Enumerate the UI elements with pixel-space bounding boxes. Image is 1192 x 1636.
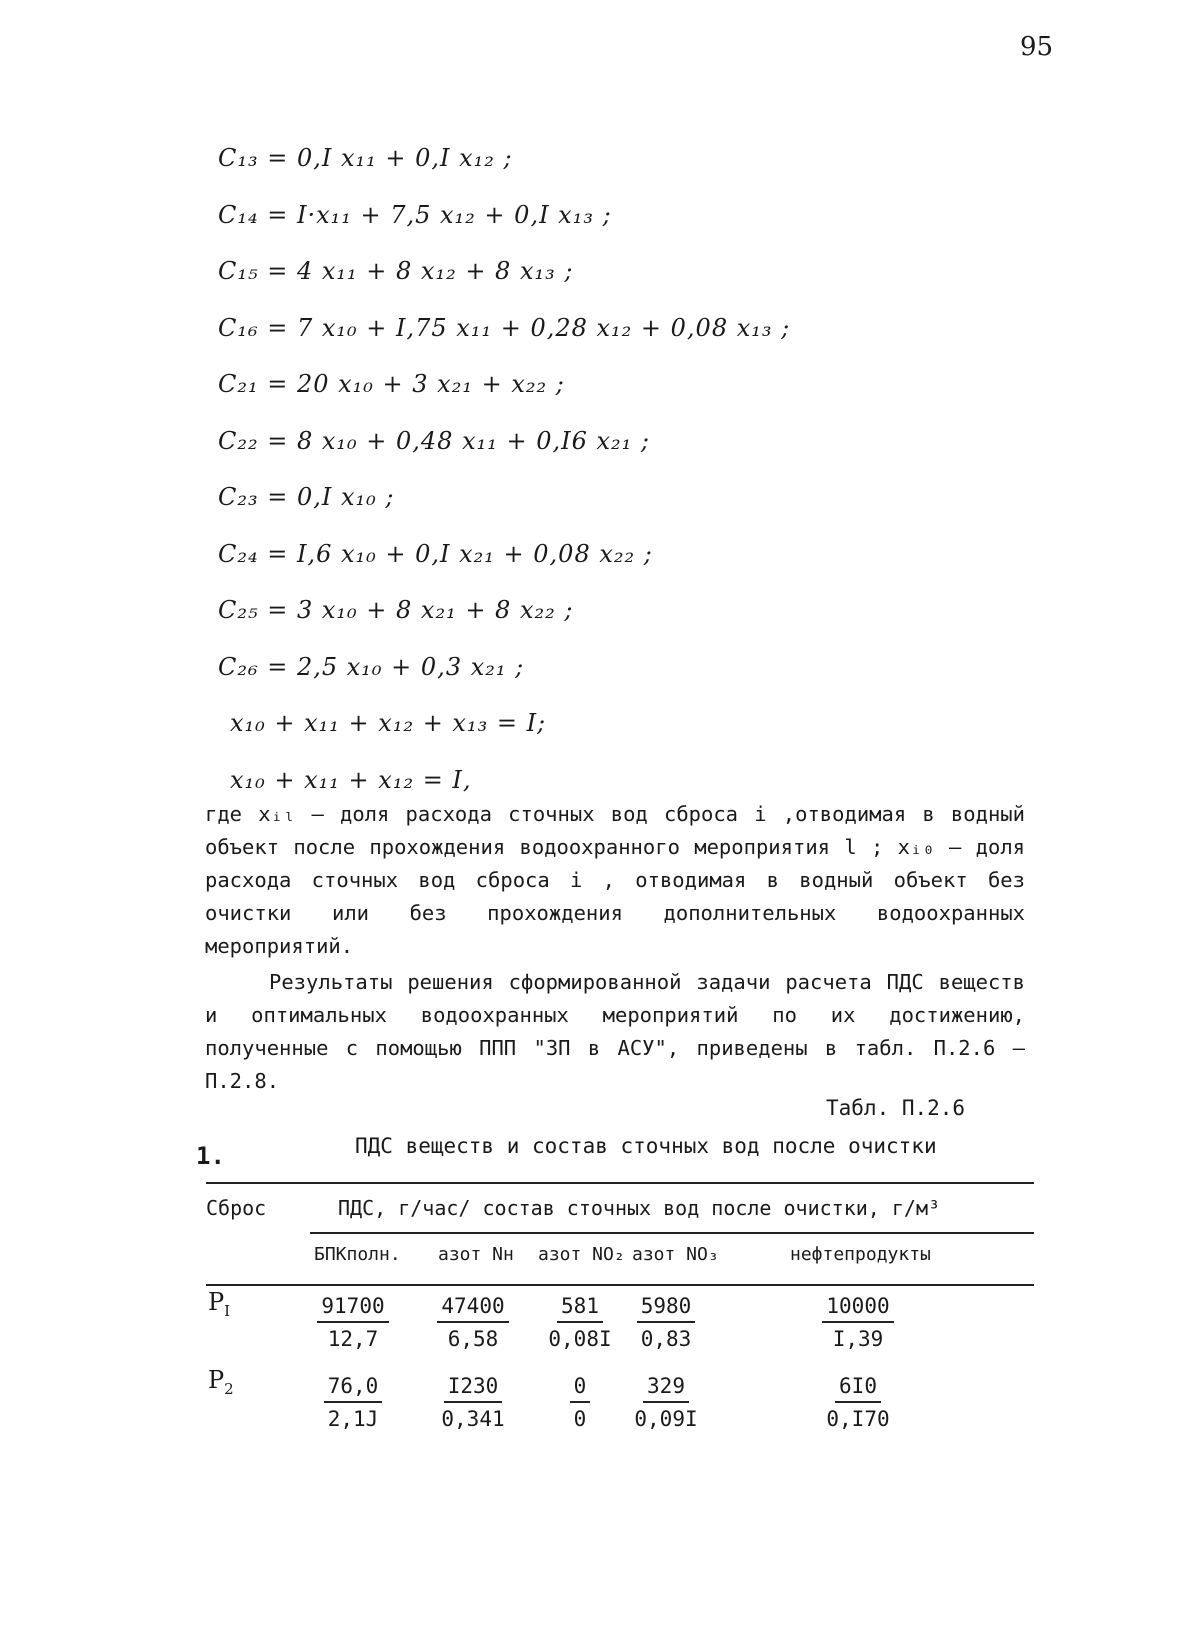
header-bottom-rule xyxy=(206,1284,1034,1286)
cell-p2-nh4: $\frac{I230}{0,341}$ xyxy=(426,1370,520,1435)
results-paragraph: Результаты решения сформированной задачи расчета ПДС веществ и оптимальных водоохранных мероприятий по их достижению, полученные с помощью ППП "ЗП в АСУ", приведены в табл. П.2.6 – П.2.8. xyxy=(205,970,1025,1093)
cell-p1-oil: $\frac{10000}{I,39}$ xyxy=(810,1290,906,1355)
subheader-nitrogen-no2: азот NO₂ xyxy=(538,1244,625,1265)
equation-c15: C₁₅ = 4 x₁₁ + 8 x₁₂ + 8 x₁₃ ; xyxy=(218,257,574,285)
equation-c21: C₂₁ = 20 x₁₀ + 3 x₂₁ + x₂₂ ; xyxy=(218,370,565,398)
cell-p1-bpk: $\frac{91700}{12,7}$ xyxy=(306,1290,400,1355)
header-pds-group: ПДС, г/час/ состав сточных вод после очистки, г/м³ xyxy=(338,1196,941,1220)
subheader-nitrogen-no3: азот NO₃ xyxy=(632,1244,719,1265)
cell-p1-nh4: $\frac{47400}{6,58}$ xyxy=(426,1290,520,1355)
equation-c25: C₂₅ = 3 x₁₀ + 8 x₂₁ + 8 x₂₂ ; xyxy=(218,596,574,624)
handwritten-marker: 1. xyxy=(196,1142,225,1170)
cell-p2-oil: $\frac{6I0}{0,I70}$ xyxy=(810,1370,906,1435)
table-top-rule xyxy=(206,1182,1034,1184)
equation-c23: C₂₃ = 0,I x₁₀ ; xyxy=(218,483,395,511)
equation-c24: C₂₄ = I,6 x₁₀ + 0,I x₂₁ + 0,08 x₂₂ ; xyxy=(218,539,653,568)
page-number: 95 xyxy=(1020,32,1054,62)
table-title: ПДС веществ и состав сточных вод после очистки xyxy=(355,1134,937,1158)
table-label: Табл. П.2.6 xyxy=(826,1096,966,1120)
header-group-rule xyxy=(310,1232,1034,1234)
cell-p1-no2: $\frac{581}{0,08I}$ xyxy=(540,1290,620,1355)
equation-c16: C₁₆ = 7 x₁₀ + I,75 x₁₁ + 0,28 x₁₂ + 0,08 x₁₃ ; xyxy=(218,313,791,342)
row-label-p2: $P_2$ xyxy=(208,1366,234,1398)
equation-c22: C₂₂ = 8 x₁₀ + 0,48 x₁₁ + 0,I6 x₂₁ ; xyxy=(218,426,650,455)
cell-p1-no3: $\frac{5980}{0,83}$ xyxy=(626,1290,706,1355)
cell-p2-no3: $\frac{329}{0,09I}$ xyxy=(626,1370,706,1435)
equation-c14: C₁₄ = I·x₁₁ + 7,5 x₁₂ + 0,I x₁₃ ; xyxy=(218,200,612,229)
equation-list xyxy=(218,138,1038,816)
subheader-nitrogen-nh4: азот Nн xyxy=(438,1244,514,1265)
equation-c13: C₁₃ = 0,I x₁₁ + 0,I x₁₂ ; xyxy=(218,144,513,172)
cell-p2-bpk: $\frac{76,0}{2,1J}$ xyxy=(306,1370,400,1435)
equation-sum-2: x₁₀ + x₁₁ + x₁₂ = I, xyxy=(230,765,472,794)
header-discharge: Сброс xyxy=(206,1196,267,1220)
cell-p2-no2: $\frac{0}{0}$ xyxy=(540,1370,620,1435)
equation-c26: C₂₆ = 2,5 x₁₀ + 0,3 x₂₁ ; xyxy=(218,652,525,681)
subheader-oil-products: нефтепродукты xyxy=(790,1244,931,1265)
equation-sum-1: x₁₀ + x₁₁ + x₁₂ + x₁₃ = I; xyxy=(230,709,547,737)
row-label-p1: $P_I$ xyxy=(208,1288,231,1320)
subheader-bpk: БПКполн. xyxy=(314,1244,401,1265)
definition-paragraph: где xᵢₗ – доля расхода сточных вод сброса i ,отводимая в водный объект после прохождения водоохранного мероприятия l ; xᵢ₀ – доля расхода сточных вод сброса i , отводимая в водный объект без очистки или без прохождения дополнительных водоохранных мероприятий. xyxy=(205,802,1025,958)
